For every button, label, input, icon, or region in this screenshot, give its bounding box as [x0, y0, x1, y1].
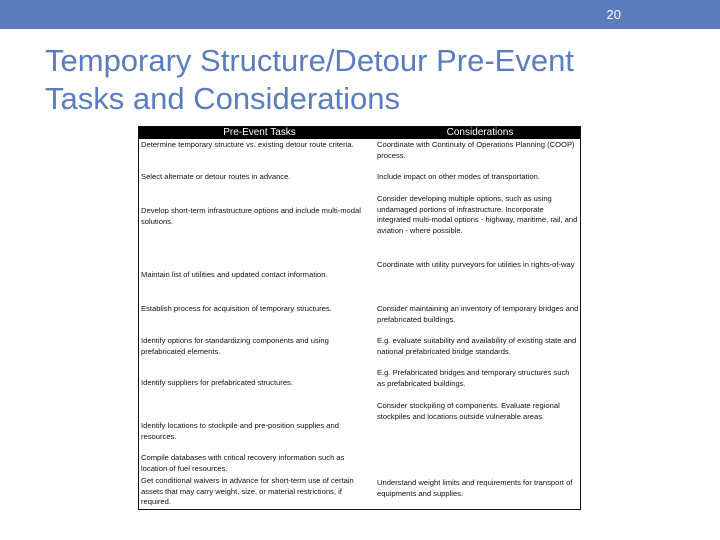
- table-row: [139, 260, 580, 294]
- consideration-cell: Include impact on other modes of transportation.: [377, 172, 540, 181]
- table-row: [139, 368, 580, 392]
- task-cell: Get conditional waivers in advance for short-term use of certain assets that may carry weight, size, or material restrictions, if required.: [141, 476, 354, 506]
- slide-title-line-2: Tasks and Considerations: [45, 81, 400, 116]
- table-row: [139, 194, 580, 250]
- table-row: [139, 172, 580, 192]
- table-row: [139, 304, 580, 332]
- task-cell: Compile databases with critical recovery information such as location of fuel resources.: [141, 453, 345, 473]
- task-cell: Establish process for acquisition of temporary structures.: [141, 304, 332, 313]
- table-row: [139, 401, 580, 445]
- table-row: [139, 140, 580, 174]
- column-header-considerations: Considerations: [446, 127, 514, 138]
- consideration-cell: Consider maintaining an inventory of temporary bridges and prefabricated buildings.: [377, 304, 579, 324]
- task-cell: Determine temporary structure vs. existing detour route criteria.: [141, 140, 354, 149]
- consideration-cell: E.g. evaluate suitability and availability of existing state and national prefabricated bridge standards.: [377, 336, 577, 356]
- task-cell: Identify options for standardizing components and using prefabricated elements.: [141, 336, 329, 356]
- task-cell: Identify suppliers for prefabricated structures.: [141, 378, 293, 387]
- table-row: [139, 453, 580, 475]
- consideration-cell: Consider developing multiple options, such as using undamaged portions of infrastructure. Incorporate integrated multi-modal options - highway, maritime, rail, and aviation - where possible.: [377, 194, 578, 235]
- column-header-tasks: Pre-Event Tasks: [223, 127, 296, 138]
- task-cell: Select alternate or detour routes in advance.: [141, 172, 291, 181]
- table-header: [139, 127, 580, 139]
- consideration-cell: Understand weight limits and requirements for transport of equipments and supplies.: [377, 478, 573, 498]
- slide-title-line-1: Temporary Structure/Detour Pre-Event: [45, 43, 574, 78]
- slide-title: [45, 42, 685, 118]
- table-row: [139, 336, 580, 364]
- task-cell: Maintain list of utilities and updated contact information.: [141, 270, 328, 279]
- consideration-cell: Consider stockpiling of components. Evaluate regional stockpiles and locations outside vulnerable areas.: [377, 401, 560, 421]
- table-row: [139, 476, 580, 510]
- task-cell: Identify locations to stockpile and pre-position supplies and resources.: [141, 421, 339, 441]
- consideration-cell: Coordinate with utility purveyors for utilities in rights-of-way: [377, 260, 575, 269]
- consideration-cell: E.g. Prefabricated bridges and temporary structures such as prefabricated buildings.: [377, 368, 570, 388]
- tasks-table: [138, 126, 581, 510]
- consideration-cell: Coordinate with Continuity of Operations Planning (COOP) process.: [377, 140, 575, 160]
- header-bar: [0, 0, 720, 29]
- task-cell: Develop short-term infrastructure options and include multi-modal solutions.: [141, 206, 361, 226]
- page-number: 20: [606, 7, 621, 22]
